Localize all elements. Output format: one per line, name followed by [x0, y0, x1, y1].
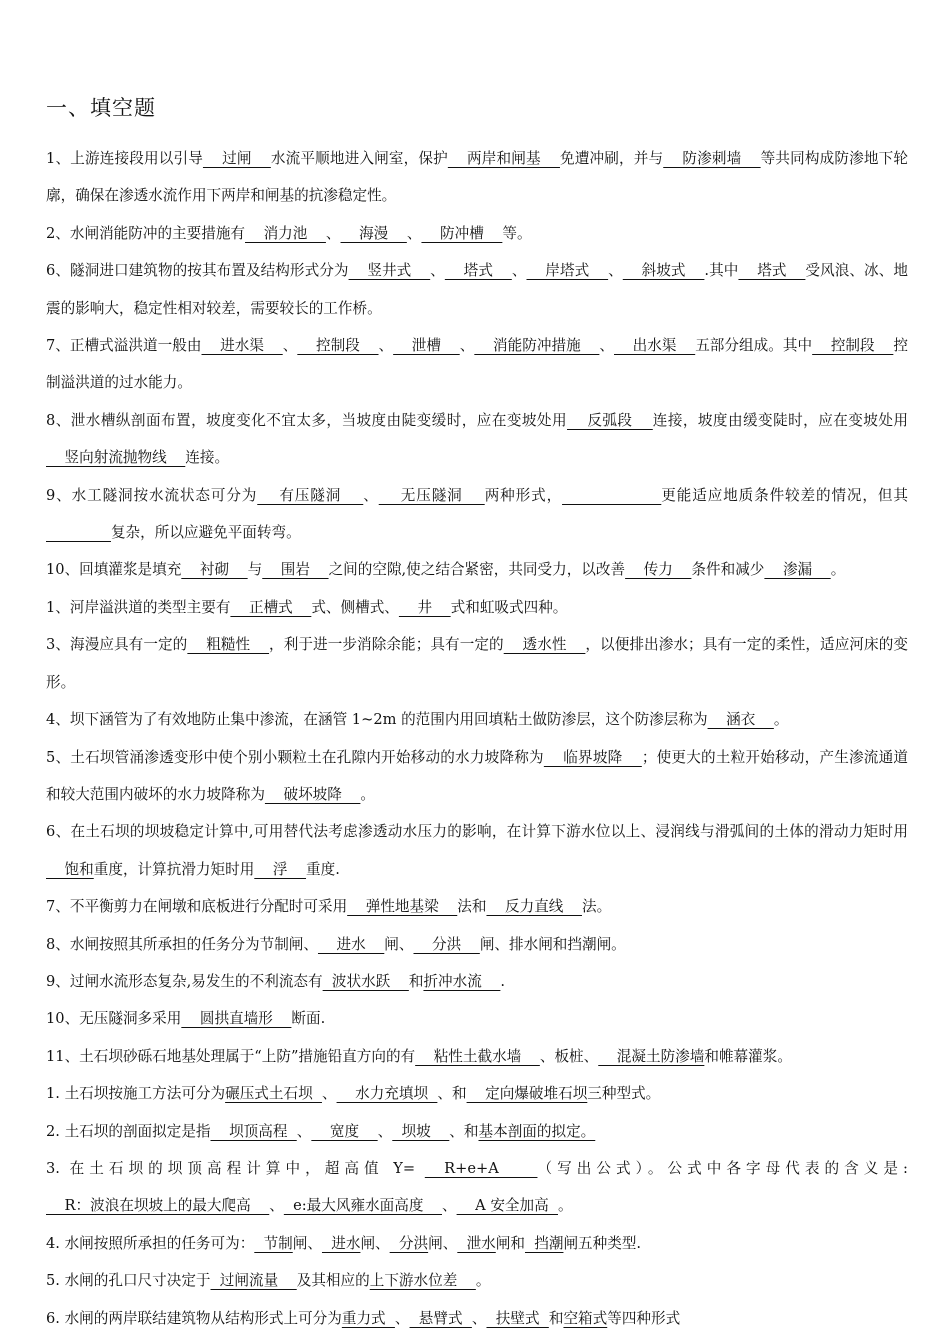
- question-text: 11、土石坝砂砾石地基处理属于“上防”措施铅直方向的有: [46, 1047, 416, 1065]
- answer-blank: 井: [398, 598, 451, 616]
- question-text: 7、正槽式溢洪道一般由: [46, 337, 202, 355]
- question-text: 、: [511, 262, 527, 280]
- question-item: [46, 626, 908, 701]
- answer-blank: 临界坡降: [543, 748, 642, 766]
- question-text: 和: [408, 972, 424, 990]
- question-text: 、: [599, 337, 614, 355]
- question-text: 条件和减少: [691, 561, 765, 579]
- question-item: [46, 888, 908, 925]
- question-text: 和: [548, 1309, 564, 1327]
- answer-blank: 饱和: [46, 860, 94, 878]
- answer-blank: 两岸和闸基: [447, 150, 560, 167]
- answer-blank: 破坏坡降: [264, 785, 361, 803]
- question-text: 、和: [449, 1122, 479, 1140]
- answer-blank: 消力池: [245, 224, 326, 242]
- question-text: 等四种形式: [607, 1309, 681, 1327]
- question-text: 5、土石坝管涌渗透变形中使个别小颗粒土在孔隙内开始移动的水力坡降称为: [46, 748, 544, 766]
- answer-blank: 节制: [254, 1234, 293, 1252]
- answer-blank: 防冲槽: [421, 224, 503, 242]
- question-text: 、: [459, 337, 475, 355]
- question-item: [46, 477, 908, 552]
- answer-blank: 竖向射流抛物线: [46, 449, 186, 467]
- question-text: 之间的空隙,使之结合紧密，共同受力，以改善: [328, 561, 626, 579]
- question-text: 式和虹吸式四种。: [450, 598, 568, 616]
- answer-blank: 宽度: [311, 1122, 378, 1140]
- answer-blank: 过闸流量: [210, 1272, 297, 1290]
- question-text: 复杂，所以应避免平面转弯。: [110, 524, 301, 542]
- answer-blank: 透水性: [503, 636, 586, 654]
- question-text: 闸、: [384, 935, 414, 953]
- answer-blank: 进水渠: [201, 337, 283, 355]
- question-item: [46, 739, 908, 814]
- question-item: [46, 1262, 908, 1299]
- question-text: 、: [378, 337, 394, 355]
- answer-blank: 泄槽: [393, 337, 460, 355]
- answer-blank: 围岩: [262, 561, 329, 579]
- question-text: 等共同构成防渗地下轮廓，确保在渗透水流作用下两岸和闸基的抗渗稳定性。: [46, 150, 908, 205]
- question-item: [46, 1300, 908, 1337]
- answer-blank: 塔式: [738, 262, 806, 280]
- question-list: [46, 140, 908, 1337]
- question-text: 、: [321, 1085, 337, 1103]
- question-item: [46, 1000, 908, 1037]
- question-text: 五部分组成。其中: [695, 337, 813, 355]
- answer-blank: 定向爆破堆石坝: [466, 1085, 588, 1103]
- question-text: 、: [608, 262, 623, 280]
- answer-blank: 浮: [254, 860, 307, 878]
- question-text: 免遭冲刷，并与: [559, 150, 664, 167]
- question-item: [46, 926, 908, 963]
- question-text: 10、回填灌浆是填充: [46, 561, 182, 579]
- answer-blank: 传力: [625, 561, 692, 579]
- answer-blank: 波状水跃: [322, 972, 409, 990]
- question-item: [46, 551, 908, 588]
- question-item: [46, 140, 908, 215]
- answer-blank: 反力直线: [486, 898, 582, 916]
- answer-blank: 海漫: [340, 224, 407, 242]
- answer-blank: 水力充填坝: [336, 1085, 438, 1103]
- question-text: 。: [830, 561, 846, 579]
- question-text: 。: [557, 1197, 573, 1215]
- answer-blank: 重力式: [341, 1309, 395, 1327]
- question-text: 9、水工隧洞按水流状态可分为: [46, 486, 258, 504]
- question-item: [46, 252, 908, 327]
- answer-blank: e:最大风雍水面高度: [283, 1197, 442, 1215]
- answer-blank: 挡潮: [524, 1234, 564, 1252]
- answer-blank: 弹性地基梁: [347, 898, 458, 916]
- question-text: 7、不平衡剪力在闸墩和底板进行分配时可采用: [46, 898, 348, 916]
- question-text: .: [500, 972, 506, 990]
- question-text: 闸、: [292, 1234, 322, 1252]
- question-text: ，以便排出渗水；具有一定的柔性，适应河床的变形。: [46, 636, 908, 691]
- answer-blank: 斜坡式: [622, 262, 705, 280]
- question-text: 、: [296, 1122, 312, 1140]
- question-text: 、: [441, 1197, 457, 1215]
- question-text: ；使更大的土粒开始移动，产生渗流通道和较大范围内破坏的水力坡降称为: [46, 748, 908, 803]
- section-title: 一、填空题: [46, 96, 156, 120]
- answer-blank: 进水: [317, 935, 385, 953]
- question-text: 式、侧槽式、: [311, 598, 399, 616]
- question-text: 9、过闸水流形态复杂,易发生的不利流态有: [46, 972, 323, 990]
- question-text: 8、泄水槽纵剖面布置，坡度变化不宜太多，当坡度由陡变缓时，应在变坡处用: [46, 411, 567, 429]
- answer-blank: R+e+A: [424, 1159, 538, 1177]
- question-text: 10、无压隧洞多采用: [46, 1010, 182, 1028]
- question-text: 连接，坡度由缓变陡时，应在变坡处用: [652, 411, 908, 429]
- question-text: 法和: [457, 898, 487, 916]
- answer-blank: 防渗刺墙: [663, 150, 761, 167]
- answer-blank: 圆拱直墙形: [181, 1010, 292, 1028]
- question-item: [46, 1038, 908, 1075]
- answer-blank: 悬臂式: [409, 1309, 472, 1327]
- question-text: 5. 水闸的孔口尺寸决定于: [46, 1272, 211, 1290]
- question-text: 闸、: [428, 1234, 458, 1252]
- question-text: 、: [406, 224, 422, 242]
- question-text: 4. 水闸按照所承担的任务可为：: [46, 1234, 255, 1252]
- answer-blank: 进水: [321, 1234, 361, 1252]
- question-text: ，利于进一步消除余能；具有一定的: [269, 636, 504, 654]
- question-text: 闸和: [495, 1234, 525, 1252]
- answer-blank: 竖井式: [348, 262, 431, 280]
- question-text: 、: [325, 224, 341, 242]
- question-text: 1. 土石坝按施工方法可分为: [46, 1085, 226, 1103]
- question-text: 、: [471, 1309, 487, 1327]
- question-text: 闸五种类型.: [563, 1234, 642, 1252]
- question-item: [46, 701, 908, 738]
- question-item: [46, 589, 908, 626]
- answer-blank: 混凝土防渗墙: [598, 1047, 705, 1065]
- question-item: [46, 327, 908, 402]
- question-text: 等。: [502, 224, 532, 242]
- answer-blank: 分洪: [413, 935, 480, 953]
- question-item: [46, 402, 908, 477]
- question-text: 断面.: [291, 1010, 326, 1028]
- question-text: 、和: [437, 1085, 467, 1103]
- question-text: 6、隧洞进口建筑物的按其布置及结构形式分为: [46, 262, 349, 280]
- answer-blank: 上下游水位差: [369, 1272, 476, 1290]
- answer-blank: 出水渠: [614, 337, 696, 355]
- question-text: 、: [394, 1309, 410, 1327]
- answer-blank: R：波浪在坝坡上的最大爬高: [46, 1197, 270, 1215]
- question-text: 3. 在土石坝的坝顶高程计算中，超高值 Y=: [46, 1159, 425, 1177]
- question-text: 8、水闸按照其所承担的任务分为节制闸、: [46, 935, 318, 953]
- answer-blank: [562, 487, 661, 504]
- answer-blank: 泄水: [457, 1234, 496, 1252]
- question-text: 、: [282, 337, 298, 355]
- answer-blank: 基本剖面的拟定。: [478, 1122, 596, 1140]
- question-text: 、: [269, 1197, 284, 1215]
- question-text: 闸、排水闸和挡潮闸。: [479, 935, 626, 953]
- answer-blank: A 安全加高: [456, 1197, 558, 1215]
- answer-blank: 渗漏: [764, 561, 831, 579]
- answer-blank: 碾压式土石坝: [225, 1085, 322, 1103]
- question-text: 。: [773, 711, 789, 729]
- question-text: 更能适应地质条件较差的情况，但其: [661, 486, 908, 504]
- question-text: 3、海漫应具有一定的: [46, 636, 188, 654]
- question-text: 2、水闸消能防冲的主要措施有: [46, 224, 246, 242]
- question-text: 重度.: [306, 860, 340, 878]
- question-item: [46, 963, 908, 1000]
- answer-blank: 折冲水流: [423, 972, 501, 990]
- question-text: 与: [247, 561, 263, 579]
- answer-blank: 过闸: [202, 150, 271, 167]
- answer-blank: 空箱式: [563, 1309, 608, 1327]
- answer-blank: 正槽式: [230, 598, 312, 616]
- answer-blank: 坝顶高程: [210, 1122, 297, 1140]
- question-text: 连接。: [185, 449, 230, 467]
- question-text: 2. 土石坝的剖面拟定是指: [46, 1122, 211, 1140]
- answer-blank: 涵衣: [707, 711, 774, 729]
- question-text: 1、上游连接段用以引导: [46, 150, 203, 167]
- question-text: 1、河岸溢洪道的类型主要有: [46, 598, 231, 616]
- question-text: 、: [377, 1122, 393, 1140]
- question-text: 重度，计算抗滑力矩时用: [93, 860, 255, 878]
- question-text: 4、坝下涵管为了有效地防止集中渗流，在涵管 1~2m 的范围内用回填粘土做防渗层，这个防渗层称为: [46, 711, 708, 729]
- answer-blank: 控制段: [812, 337, 894, 355]
- question-text: 法。: [581, 898, 612, 916]
- question-item: [46, 1075, 908, 1112]
- answer-blank: 控制段: [297, 337, 379, 355]
- question-item: [46, 813, 908, 888]
- answer-blank: 扶壁式: [486, 1309, 549, 1327]
- answer-blank: 粘性土截水墙: [415, 1047, 540, 1065]
- question-text: 控制溢洪道的过水能力。: [46, 337, 908, 392]
- question-text: 、: [363, 486, 379, 504]
- question-text: 、: [430, 262, 445, 280]
- question-item: [46, 1150, 908, 1225]
- question-text: 闸、: [360, 1234, 390, 1252]
- question-text: 水流平顺地进入闸室，保护: [270, 150, 448, 167]
- question-item: [46, 1225, 908, 1262]
- question-text: 6. 水闸的两岸联结建筑物从结构形式上可分为: [46, 1309, 342, 1327]
- answer-blank: 有压隧洞: [257, 486, 364, 504]
- answer-blank: 岸塔式: [526, 262, 609, 280]
- answer-blank: 分洪: [389, 1234, 429, 1252]
- question-item: [46, 1113, 908, 1150]
- question-text: 、板桩、: [539, 1047, 599, 1065]
- answer-blank: 塔式: [444, 262, 512, 280]
- question-text: （写出公式）。公式中各字母代表的含义是:: [537, 1159, 908, 1177]
- answer-blank: [46, 524, 111, 541]
- question-text: 和帷幕灌浆。: [704, 1047, 792, 1065]
- question-text: 两种形式，: [484, 486, 563, 504]
- answer-blank: 衬砌: [181, 561, 248, 579]
- question-text: 及其相应的: [296, 1272, 370, 1290]
- answer-blank: 消能防冲措施: [474, 337, 600, 355]
- answer-blank: 反弧段: [567, 411, 653, 429]
- answer-blank: 坝坡: [392, 1122, 450, 1140]
- question-text: 受风浪、冰、地震的影响大，稳定性相对较差，需要较长的工作桥。: [46, 262, 908, 317]
- question-text: 6、在土石坝的坝坡稳定计算中,可用替代法考虑渗透动水压力的影响，在计算下游水位以上、浸润线与滑弧间的土体的滑动力矩时用: [46, 823, 908, 841]
- question-text: 。: [475, 1272, 491, 1290]
- answer-blank: 粗糙性: [187, 636, 270, 654]
- question-text: 三种型式。: [587, 1085, 661, 1103]
- answer-blank: 无压隧洞: [378, 486, 485, 504]
- question-item: [46, 215, 908, 252]
- question-text: .其中: [704, 262, 739, 280]
- question-text: 。: [360, 785, 376, 803]
